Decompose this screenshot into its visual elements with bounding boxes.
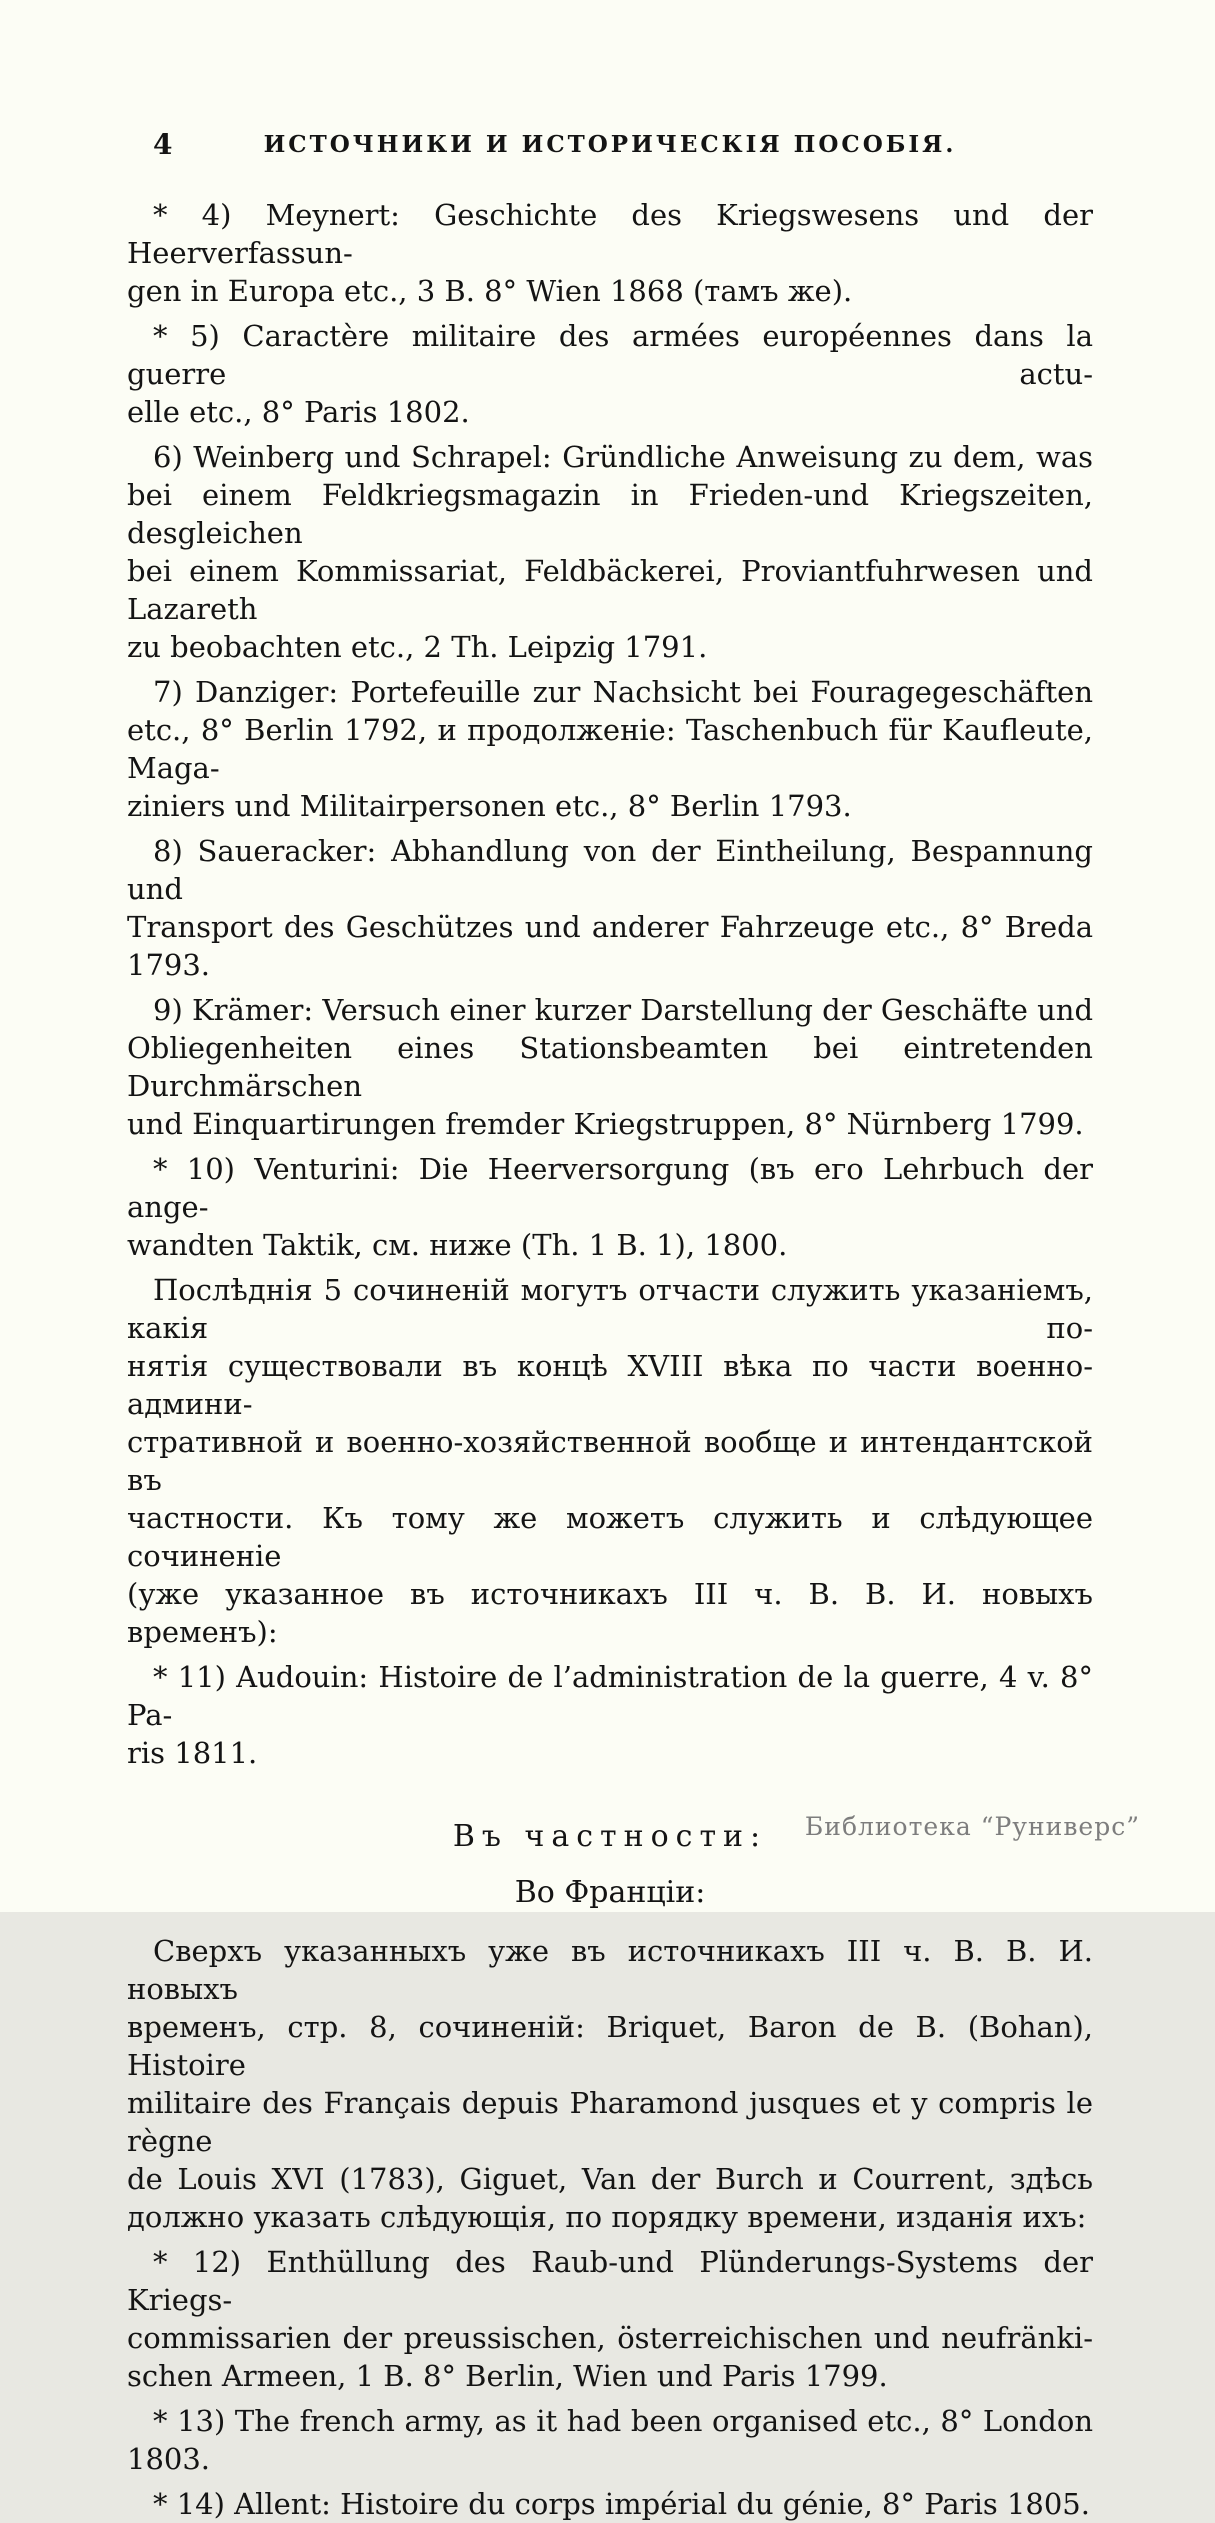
text-line: * 5) Caractère militaire des armées européennes dans la guerre actu- xyxy=(127,319,1093,391)
text-line: schen Armeen, 1 B. 8° Berlin, Wien und Paris 1799. xyxy=(127,2359,888,2393)
text-line: wandten Taktik, см. ниже (Th. 1 B. 1), 1800. xyxy=(127,1228,788,1262)
page-number: 4 xyxy=(153,128,173,161)
bibliography-entry xyxy=(127,673,1093,825)
text-paragraph xyxy=(127,1932,1093,2236)
text-line: ris 1811. xyxy=(127,1736,258,1770)
bibliography-entry xyxy=(127,1658,1093,1772)
text-line: militaire des Français depuis Pharamond jusques et y compris le règne xyxy=(127,2086,1093,2158)
text-line: временъ, стр. 8, сочиненій: Briquet, Baron de B. (Bohan), Histoire xyxy=(127,2010,1093,2082)
text-line: должно указать слѣдующія, по порядку времени, изданія ихъ: xyxy=(127,2200,1087,2234)
text-column xyxy=(127,196,1093,2523)
library-watermark: Библиотека “Руниверс” xyxy=(804,1812,1140,1841)
text-line: * 11) Audouin: Histoire de l’administration de la guerre, 4 v. 8° Pa- xyxy=(127,1660,1093,1732)
text-line: * 4) Meynert: Geschichte des Kriegswesens und der Heerverfassun- xyxy=(127,198,1093,270)
text-line: und Einquartirungen fremder Kriegstruppen, 8° Nürnberg 1799. xyxy=(127,1107,1084,1141)
text-line: 6) Weinberg und Schrapel: Gründliche Anweisung zu dem, was xyxy=(153,440,1093,474)
text-line: de Louis XVI (1783), Giguet, Van der Burch и Courrent, здѣсь xyxy=(127,2162,1093,2196)
text-line: * 14) Allent: Histoire du corps impérial du génie, 8° Paris 1805. xyxy=(153,2487,1090,2521)
text-line: нятія существовали въ концѣ XVIII вѣка по части военно-админи- xyxy=(127,1349,1093,1421)
text-line: ziniers und Militairpersonen etc., 8° Berlin 1793. xyxy=(127,789,852,823)
section-heading: Въ частности: xyxy=(452,1819,768,1854)
section-heading: Во Франціи: xyxy=(514,1875,706,1910)
running-header xyxy=(127,128,1093,162)
text-line: Obliegenheiten eines Stationsbeamten bei eintretenden Durchmärschen xyxy=(127,1031,1093,1103)
bibliography-entry xyxy=(127,2485,1093,2523)
bibliography-entry xyxy=(127,317,1093,431)
text-line: * 10) Venturini: Die Heerversorgung (въ его Lehrbuch der ange- xyxy=(127,1152,1093,1224)
bibliography-entry xyxy=(127,438,1093,666)
text-line: 8) Saueracker: Abhandlung von der Eintheilung, Bespannung und xyxy=(127,834,1093,906)
bibliography-entry xyxy=(127,1150,1093,1264)
text-line: 7) Danziger: Portefeuille zur Nachsicht bei Fouragegeschäften xyxy=(153,675,1093,709)
text-line: commissarien der preussischen, österreichischen und neufränki- xyxy=(127,2321,1093,2355)
text-line: Сверхъ указанныхъ уже въ источникахъ III ч. В. В. И. новыхъ xyxy=(127,1934,1093,2006)
text-line: Transport des Geschützes und anderer Fahrzeuge etc., 8° Breda 1793. xyxy=(127,910,1093,982)
bibliography-entry xyxy=(127,2402,1093,2478)
bibliography-entry xyxy=(127,2243,1093,2395)
text-line: 9) Krämer: Versuch einer kurzer Darstellung der Geschäfte und xyxy=(153,993,1094,1027)
text-line: gen in Europa etc., 3 B. 8° Wien 1868 (тамъ же). xyxy=(127,274,853,308)
text-line: стративной и военно-хозяйственной вообще и интендантской въ xyxy=(127,1425,1093,1497)
text-line: частности. Къ тому же можетъ служить и слѣдующее сочиненіе xyxy=(127,1501,1093,1573)
text-line: bei einem Kommissariat, Feldbäckerei, Proviantfuhrwesen und Lazareth xyxy=(127,554,1093,626)
bibliography-entry xyxy=(127,832,1093,984)
running-head-title: ИСТОЧНИКИ И ИСТОРИЧЕСКІЯ ПОСОБІЯ. xyxy=(263,131,957,158)
bibliography-entry xyxy=(127,991,1093,1143)
text-paragraph xyxy=(127,1271,1093,1651)
text-line: * 12) Enthüllung des Raub-und Plünderungs-Systems der Kriegs- xyxy=(127,2245,1093,2317)
text-line: etc., 8° Berlin 1792, и продолженіе: Taschenbuch für Kaufleute, Maga- xyxy=(127,713,1093,785)
text-line: (уже указанное въ источникахъ III ч. В. В. И. новыхъ временъ): xyxy=(127,1577,1093,1649)
text-line: zu beobachten etc., 2 Th. Leipzig 1791. xyxy=(127,630,708,664)
text-line: bei einem Feldkriegsmagazin in Frieden-und Kriegszeiten, desgleichen xyxy=(127,478,1093,550)
text-line: elle etc., 8° Paris 1802. xyxy=(127,395,470,429)
bibliography-entry xyxy=(127,196,1093,310)
text-line: 1803. xyxy=(127,2442,211,2476)
text-line: * 13) The french army, as it had been organised etc., 8° London xyxy=(153,2404,1093,2438)
text-line: Послѣднія 5 сочиненій могутъ отчасти служить указаніемъ, какія по- xyxy=(127,1273,1093,1345)
